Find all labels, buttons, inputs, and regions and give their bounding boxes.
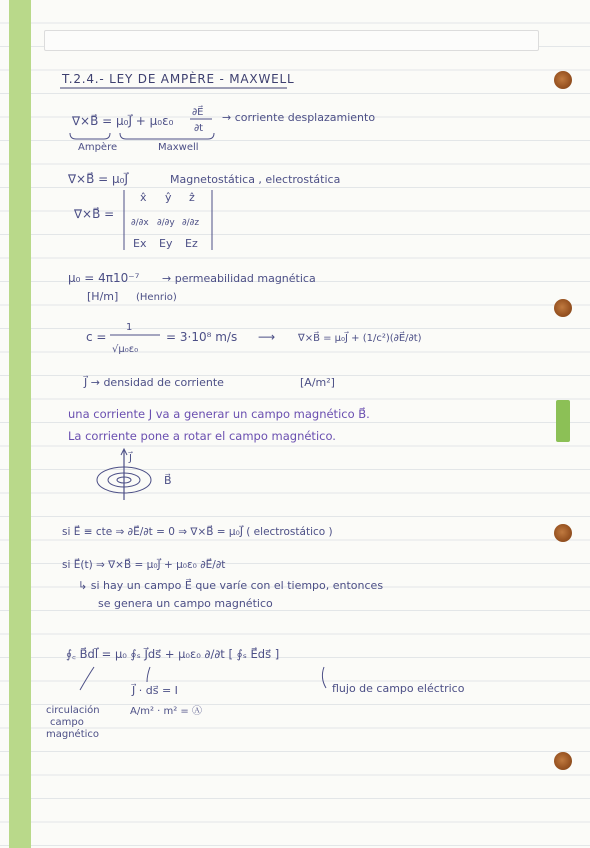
component-ez: Ez	[185, 237, 198, 250]
eq1-frac-den: ∂t	[194, 123, 204, 134]
eq2-lhs: ∇×B⃗ = μ₀J⃗	[68, 172, 128, 186]
component-ex: Ex	[133, 237, 147, 250]
henry-label: (Henrio)	[136, 292, 177, 303]
para-line-2: La corriente pone a rotar el campo magnético.	[68, 429, 336, 443]
eq1-lhs: ∇×B⃗ = μ₀J⃗ + μ₀ε₀	[72, 114, 174, 128]
integral-equation: ∮꜀ B⃗dl⃗ = μ₀ ∮ₛ J⃗ds⃗ + μ₀ε₀ ∂/∂t [ ∮ₛ E⃗ds⃗ ]	[66, 647, 280, 661]
c-arrow: ⟶	[258, 330, 276, 344]
current-density-units: [A/m²]	[300, 376, 335, 389]
bullet-1: si E⃗ ≡ cte ⇒ ∂E⃗/∂t = 0 ⇒ ∇×B⃗ = μ₀J⃗ ( electrostático )	[62, 526, 333, 538]
para-line-1: una corriente J va a generar un campo magnético B⃗.	[68, 407, 370, 421]
page-title: T.2.4.- LEY DE AMPÈRE - MAXWELL	[62, 72, 295, 86]
circ-label-2: campo	[50, 717, 84, 728]
field-loops-sketch	[97, 449, 151, 500]
ampere-brace	[70, 133, 110, 139]
label-ampere: Ampère	[78, 142, 118, 153]
j-arrow	[147, 667, 150, 682]
bullet-2-sub-2: se genera un campo magnético	[98, 597, 273, 610]
component-ey: Ey	[159, 237, 173, 250]
c-frac-den: √μ₀ε₀	[112, 344, 139, 355]
c-lhs: c =	[86, 330, 107, 344]
bullet-2: si E⃗(t) ⇒ ∇×B⃗ = μ₀J⃗ + μ₀ε₀ ∂E⃗/∂t	[62, 559, 226, 571]
current-density: J⃗ → densidad de corriente	[84, 376, 224, 389]
circ-label-1: circulación	[46, 705, 100, 716]
flux-arrow	[322, 667, 326, 688]
j-ds-equation: J⃗ · ds⃗ = I	[132, 684, 178, 697]
mu0-value: μ₀ = 4π10⁻⁷	[68, 271, 140, 285]
unit-vector-x: x̂	[140, 191, 147, 204]
units-equation: A/m² · m² = Ⓐ	[130, 706, 202, 717]
c-value: = 3·10⁸ m/s	[166, 330, 238, 344]
sketch-current-label: J⃗	[129, 453, 132, 464]
mu0-note: → permeabilidad magnética	[162, 272, 316, 285]
label-maxwell: Maxwell	[158, 142, 199, 153]
curl-lhs: ∇×B⃗ =	[74, 207, 115, 221]
c-rhs: ∇×B⃗ = μ₀J⃗ + (1/c²)(∂E⃗/∂t)	[298, 333, 422, 344]
operator-dx: ∂/∂x	[131, 218, 149, 228]
sketch-field-label: B⃗	[164, 474, 172, 487]
mu0-units: [H/m]	[87, 290, 119, 303]
unit-vector-z: ẑ	[189, 191, 195, 204]
flux-label: flujo de campo eléctrico	[332, 682, 465, 695]
circ-arrow	[80, 667, 94, 690]
bullet-2-sub-1: ↳ si hay un campo E⃗ que varíe con el tiempo, entonces	[78, 579, 384, 592]
operator-dy: ∂/∂y	[157, 218, 175, 228]
eq1-note: → corriente desplazamiento	[222, 111, 376, 124]
unit-vector-y: ŷ	[165, 191, 172, 204]
eq2-note: Magnetostática , electrostática	[170, 173, 341, 186]
c-frac-num: 1	[126, 322, 133, 333]
operator-dz: ∂/∂z	[182, 218, 200, 228]
eq1-frac-num: ∂E⃗	[192, 107, 204, 118]
circ-label-3: magnético	[46, 729, 100, 740]
